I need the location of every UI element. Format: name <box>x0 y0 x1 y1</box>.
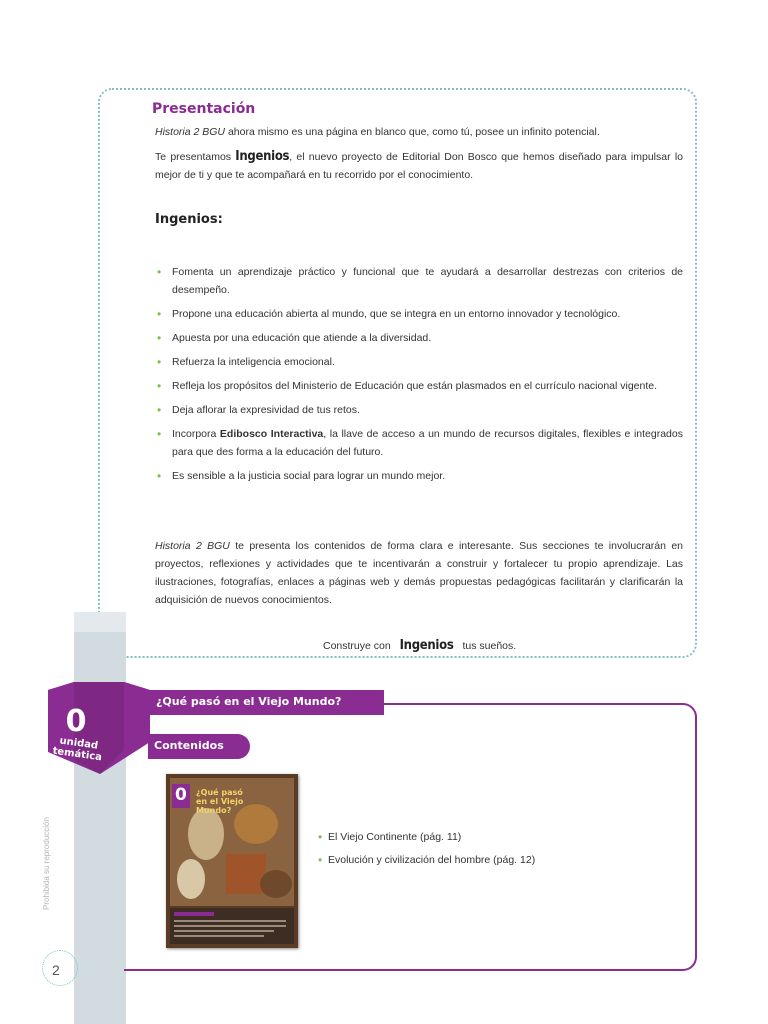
page-number: 2 <box>52 962 60 978</box>
cover-title: ¿Qué pasó en el Viejo Mundo? <box>196 788 244 815</box>
intro-text: ahora mismo es una página en blanco que, como tú, posee un infinito potencial. <box>225 126 600 138</box>
list-item: • Apuesta por una educación que atiende a la diversidad. <box>155 329 683 347</box>
project-text: , el nuevo proyecto de Editorial Don Bosco que hemos diseñado para impulsar lo mejor de ti y que te acompañará en tu recorrido por el conocimiento. <box>155 151 683 181</box>
list-item: • Es sensible a la justicia social para lograr un mundo mejor. <box>155 467 683 485</box>
presentation-title: Presentación <box>152 101 256 117</box>
book-title: Historia 2 BGU <box>155 126 226 138</box>
closing-text: te presenta los contenidos de forma clara e interesante. Sus secciones te involucrarán en proyectos, reflexiones y actividades que te incentivarán a construir y fortalecer tu propio aprendizaje. Las ilustraciones, fotografías, enlaces a páginas web y demás propuestas pedagógicas facilitarán y clarificarán la adquisición de nuevos conocimientos. <box>155 540 683 606</box>
list-item: • Refleja los propósitos del Ministerio de Educación que están plasmados en el currículo nacional vigente. <box>155 377 683 395</box>
left-strip <box>74 612 126 1024</box>
copyright-note <box>38 810 54 920</box>
book-title: Historia 2 BGU <box>155 540 230 552</box>
slogan <box>323 638 516 653</box>
unit-number: 0 <box>65 704 87 739</box>
list-item: • Evolución y civilización del hombre (pág. 12) <box>318 851 535 869</box>
edibosco-name: Edibosco Interactiva <box>219 428 324 440</box>
list-item: • Refuerza la inteligencia emocional. <box>155 353 683 371</box>
brand-logo: Ingenios <box>235 149 290 164</box>
brand-logo: Ingenios <box>399 638 454 653</box>
list-item: • Fomenta un aprendizaje práctico y funcional que te ayudará a desarrollar destrezas con criterios de desempeño. <box>155 263 683 299</box>
project-text-start: Te presentamos <box>155 151 236 163</box>
list-item: • Propone una educación abierta al mundo, que se integra en un entorno innovador y tecnológico. <box>155 305 683 323</box>
cover-number: 0 <box>175 785 187 805</box>
list-item: • Deja aflorar la expresividad de tus retos. <box>155 401 683 419</box>
list-item <box>155 425 683 461</box>
unit-label: unidad temática <box>51 735 103 764</box>
closing-paragraph <box>155 537 683 609</box>
features-list <box>155 263 683 491</box>
edibosco-post: , la llave de acceso a un mundo de recursos digitales, flexibles e integrados para que des forma a la educación del futuro. <box>172 428 683 458</box>
page-number-badge <box>42 950 78 986</box>
list-item: • El Viejo Continente (pág. 11) <box>318 828 535 846</box>
unit-cover-thumbnail <box>166 774 298 948</box>
brand-heading: Ingenios: <box>155 212 223 227</box>
copyright-note-text: Prohibida su reproducción <box>42 817 51 910</box>
contents-label: Contenidos <box>154 739 224 752</box>
contents-list <box>318 828 535 874</box>
slogan-post: tus sueños. <box>462 640 517 652</box>
slogan-pre: Construye con <box>323 640 391 652</box>
edibosco-pre: Incorpora <box>172 428 220 440</box>
intro-paragraph <box>155 123 683 141</box>
left-strip-cap <box>74 612 126 632</box>
unit-title: ¿Qué pasó en el Viejo Mundo? <box>156 695 342 708</box>
project-paragraph <box>155 148 683 184</box>
